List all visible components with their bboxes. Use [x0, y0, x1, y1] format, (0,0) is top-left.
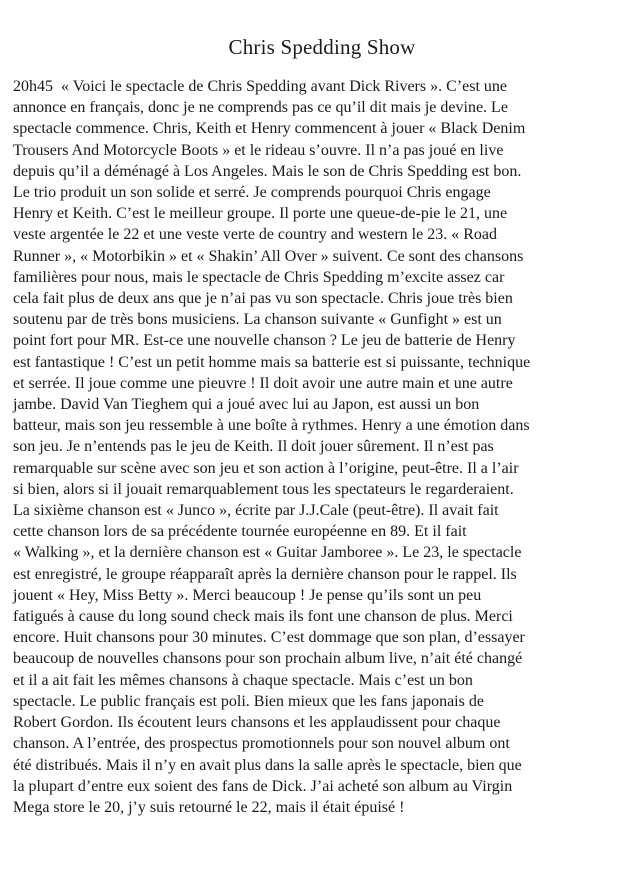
text-line: spectacle. Le public français est poli. Bien mieux que les fans japonais de [13, 692, 484, 710]
text-line: Robert Gordon. Ils écoutent leurs chansons et les applaudissent pour chaque [13, 714, 501, 732]
text-line: été distribués. Mais il n’y en avait plus dans la salle après le spectacle, bien que [13, 756, 522, 774]
article-body [0, 76, 644, 818]
text-line: Trousers And Motorcycle Boots » et le rideau s’ouvre. Il n’a pas joué en live [13, 141, 504, 159]
text-line: jouent « Hey, Miss Betty ». Merci beaucoup ! Je pense qu’ils sont un peu [13, 586, 482, 604]
text-line: Mega store le 20, j’y suis retourné le 22, mais il était épuisé ! [13, 798, 405, 816]
text-line: si bien, alors si il jouait remarquablement tous les spectateurs le regarderaient. [13, 480, 514, 498]
text-line: veste argentée le 22 et une veste verte de country and western le 23. « Road [13, 226, 497, 244]
text-line: son jeu. Je n’entends pas le jeu de Keith. Il doit jouer sûrement. Il n’est pas [13, 438, 494, 456]
text-line: Henry et Keith. C’est le meilleur groupe. Il porte une queue-de-pie le 21, une [13, 205, 508, 223]
text-line: la plupart d’entre eux soient des fans de Dick. J’ai acheté son album au Virgin [13, 777, 513, 795]
text-line: remarquable sur scène avec son jeu et son action à l’origine, peut-être. Il a l’air [13, 459, 519, 477]
text-line: 20h45 « Voici le spectacle de Chris Spedding avant Dick Rivers ». C’est une [13, 78, 507, 95]
page-title: Chris Spedding Show [228, 35, 416, 59]
text-line: chanson. A l’entrée, des prospectus promotionnels pour son nouvel album ont [13, 735, 510, 753]
text-line: soutenu par de très bons musiciens. La chanson suivante « Gunfight » est un [13, 311, 502, 329]
text-line: annonce en français, donc je ne comprends pas ce qu’il dit mais je devine. Le [13, 99, 508, 117]
text-line: « Walking », et la dernière chanson est « Guitar Jamboree ». Le 23, le spectacle [13, 544, 522, 562]
text-line: Le trio produit un son solide et serré. Je comprends pourquoi Chris engage [13, 184, 491, 202]
text-line: jambe. David Van Tieghem qui a joué avec lui au Japon, est aussi un bon [13, 396, 480, 414]
text-line: beaucoup de nouvelles chansons pour son prochain album live, n’ait été changé [13, 650, 523, 668]
text-line: Runner », « Motorbikin » et « Shakin’ All Over » suivent. Ce sont des chansons [13, 247, 524, 265]
text-line: et il a ait fait les mêmes chansons à chaque spectacle. Mais c’est un bon [13, 671, 473, 689]
text-line: batteur, mais son jeu ressemble à une boîte à rythmes. Henry a une émotion dans [13, 417, 530, 435]
text-line: est fantastique ! C’est un petit homme mais sa batterie est si puissante, technique [13, 353, 531, 371]
text-line: est enregistré, le groupe réapparaît après la dernière chanson pour le rappel. Ils [13, 565, 517, 583]
text-line: cette chanson lors de sa précédente tournée européenne en 89. Et il fait [13, 523, 467, 541]
text-line: depuis qu’il a déménagé à Los Angeles. Mais le son de Chris Spedding est bon. [13, 162, 522, 180]
text-line: fatigués à cause du long sound check mais ils font une chanson de plus. Merci [13, 608, 513, 626]
text-line: familières pour nous, mais le spectacle de Chris Spedding m’excite assez car [13, 268, 505, 286]
text-line: La sixième chanson est « Junco », écrite par J.J.Cale (peut-être). Il avait fait [13, 502, 499, 520]
text-line: et serrée. Il joue comme une pieuvre ! Il doit avoir une autre main et une autre [13, 374, 513, 392]
text-line: spectacle commence. Chris, Keith et Henry commencent à jouer « Black Denim [13, 120, 526, 138]
text-line: point fort pour MR. Est-ce une nouvelle chanson ? Le jeu de batterie de Henry [13, 332, 516, 350]
text-line: cela fait plus de deux ans que je n’ai pas vu son spectacle. Chris joue très bien [13, 290, 513, 308]
text-line: encore. Huit chansons pour 30 minutes. C’est dommage que son plan, d’essayer [13, 629, 525, 647]
